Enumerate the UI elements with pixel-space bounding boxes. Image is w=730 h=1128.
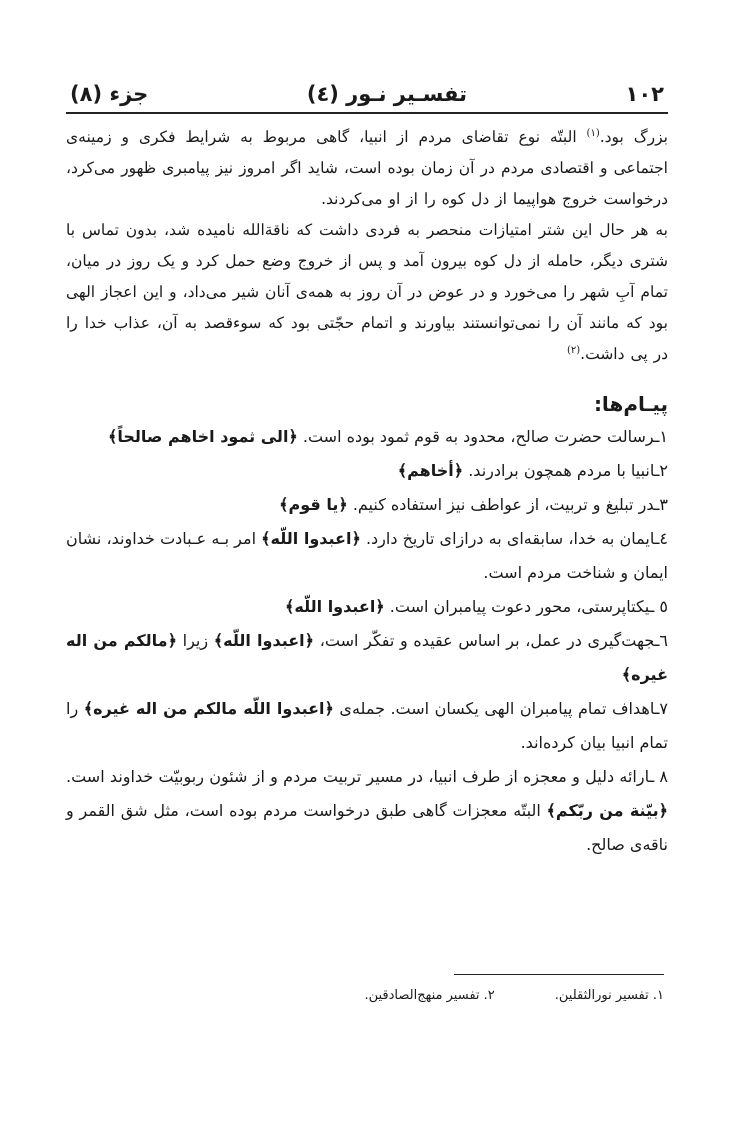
footnote-marker-2: (۲): [566, 344, 581, 356]
message-item: [66, 454, 668, 488]
message-text: انبیا با مردم همچون برادرند.: [463, 461, 655, 480]
page-body: [66, 122, 668, 862]
message-text: ارائه دلیل و معجزه از طرف انبیا، در مسیر تربیت مردم و از شئون ربوبیّت خداوند است.: [66, 767, 650, 786]
footnotes: [364, 988, 664, 1003]
footnote-1: ۱. تفسیر نورالثقلین.: [554, 988, 664, 1003]
message-text-continued: زیرا: [176, 631, 214, 650]
paragraph-2: [66, 215, 668, 370]
book-title: تفسـیر نـور (٤): [306, 82, 467, 106]
message-item: [66, 522, 668, 590]
message-item: [66, 624, 668, 692]
footnote-2: ۲. تفسیر منهج‌الصادقین.: [364, 988, 495, 1003]
message-quote: ﴿أخاهم﴾: [397, 461, 464, 480]
section-title: پیـام‌ها:: [593, 392, 668, 416]
message-number: ٦ـ: [654, 631, 668, 650]
message-quote: ﴿اعبدوا اللّه﴾: [213, 631, 315, 650]
message-text: جهت‌گیری در عمل، بر اساس عقیده و تفکّر است،: [314, 631, 655, 650]
message-item: [66, 590, 668, 624]
message-text: اهداف تمام پیامبران الهی یکسان است. جمله‌ی: [333, 699, 655, 718]
message-number: ۷ـ: [654, 699, 668, 718]
messages-list: [66, 420, 668, 862]
message-text: ایمان به خدا، سابقه‌ای به درازای تاریخ دارد.: [360, 529, 655, 548]
message-quote: ﴿اعبدوا اللّه مالکم من اله غیره﴾: [83, 699, 334, 718]
message-number: ۳ـ: [654, 495, 668, 514]
paragraph-2-text: به هر حال این شتر امتیازات منحصر به فردی داشت که ناقةالله نامیده شد، بدون تماس با شتری دیگر، حامله از دل کوه بیرون آمد و پس از خروج وضع حمل کرد و یک روز در میان، تمام آبِ شهر را می‌خورد و در عوض در آن روز به همه‌ی آنان شیر می‌داد، و این اعجاز الهی بود که مانند آن را نمی‌توانستند بیاورند و اتمام حجّتی بود که سوءقصد به آن، عذاب خدا را در پی داشت.: [66, 221, 668, 363]
paragraph-1: [66, 122, 668, 215]
message-text-continued: البتّه معجزات گاهی طبق درخواست مردم بوده است، مثل شق القمر و ناقه‌ی صالح.: [66, 801, 668, 854]
message-item: [66, 420, 668, 454]
message-number: ۸ ـ: [649, 767, 669, 786]
message-quote: ﴿یا قوم﴾: [279, 495, 348, 514]
message-item: [66, 488, 668, 522]
footnote-divider: [454, 974, 664, 975]
message-quote: ﴿اعبدوا اللّه﴾: [285, 597, 385, 616]
message-number: ٥ ـ: [649, 597, 668, 616]
message-number: ۱ـ: [654, 427, 668, 446]
part-label: جزء (۸): [70, 82, 149, 106]
message-quote-2: ﴿مالکم من اله غیره﴾: [66, 631, 668, 684]
paragraph-1-start: بزرگ بود.: [599, 128, 668, 146]
message-text-continued: را تمام انبیا بیان کرده‌اند.: [66, 699, 668, 752]
message-quote: ﴿بیّنة من ربّکم﴾: [546, 801, 668, 820]
message-number: ۲ـ: [654, 461, 668, 480]
message-text: رسالت حضرت صالح، محدود به قوم ثمود بوده است.: [297, 427, 655, 446]
message-number: ٤ـ: [654, 529, 668, 548]
paragraph-1-rest: البتّه نوع تقاضای مردم از انبیا، گاهی مربوط به شرایط فکری و زمینه‌ی اجتماعی و اقتصادی مردم در آن زمان بوده است، شاید اگر امروز نیز پیامبری ظهور می‌کرد، درخواست خروج هواپیما از دل کوه را از او می‌کردند.: [66, 128, 668, 208]
message-text-continued: امر بـه عـبادت خداوند، نشان ایمان و شناخت مردم است.: [66, 529, 668, 582]
message-item: [66, 760, 668, 862]
message-quote: ﴿اعبدوا اللّه﴾: [261, 529, 361, 548]
message-quote: ﴿الی ثمود اخاهم صالحاً﴾: [108, 427, 298, 446]
footnote-marker-1: (۱): [586, 127, 600, 139]
message-text: یکتاپرستی، محور دعوت پیامبران است.: [384, 597, 650, 616]
message-text: در تبلیغ و تربیت، از عواطف نیز استفاده کنیم.: [347, 495, 655, 514]
running-header: [66, 82, 668, 114]
page-number: ۱۰۲: [625, 82, 664, 106]
message-item: [66, 692, 668, 760]
